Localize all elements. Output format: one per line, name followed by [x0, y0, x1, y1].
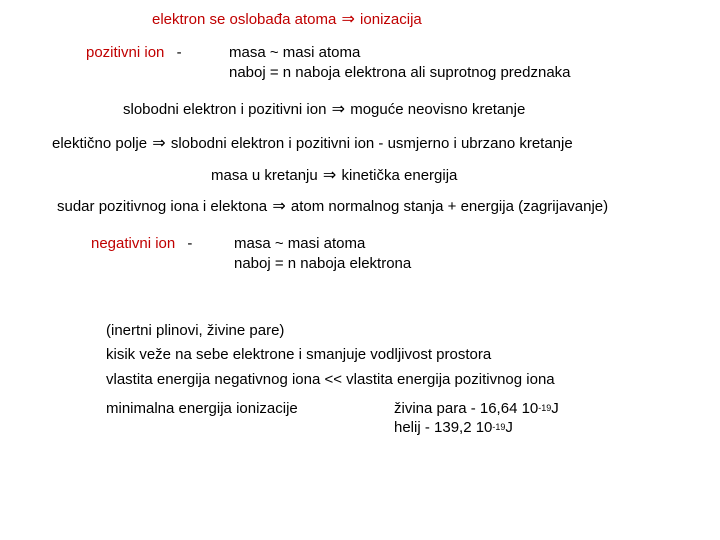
helium-energy-unit: J [505, 419, 513, 436]
positive-ion-charge: naboj = n naboja elektrona ali suprotnog predznaka [229, 64, 571, 81]
implies-arrow-icon: ⇒ [272, 198, 286, 215]
mercury-energy-exponent: -19 [538, 403, 552, 413]
helium-energy-exponent: -19 [492, 422, 506, 432]
positive-ion-label-text: pozitivni ion [86, 44, 165, 61]
note-oxygen: kisik veže na sebe elektrone i smanjuje vodljivost prostora [106, 346, 492, 363]
implies-arrow-icon: ⇒ [341, 11, 355, 28]
ionization-after: ionizacija [360, 11, 422, 28]
implies-arrow-icon: ⇒ [152, 135, 166, 152]
kinetic-before: masa u kretanju [211, 167, 318, 184]
positive-ion-label [86, 44, 182, 62]
negative-ion-label-text: negativni ion [91, 235, 176, 252]
implies-arrow-icon: ⇒ [322, 167, 337, 184]
negative-ion-mass: masa ~ masi atoma [234, 235, 366, 252]
negative-ion-label [91, 235, 192, 253]
note-inert: (inertni plinovi, živine pare) [106, 322, 285, 339]
ionization-line [152, 11, 422, 29]
positive-ion-mass: masa ~ masi atoma [229, 44, 361, 61]
collision-after: atom normalnog stanja + energija (zagrijavanje) [290, 198, 609, 215]
electric-field-after: slobodni elektron i pozitivni ion - usmjerno i ubrzano kretanje [170, 135, 573, 152]
free-movement-after: moguće neovisno kretanje [350, 101, 526, 118]
positive-ion-dash: - [176, 44, 182, 61]
helium-energy [394, 419, 513, 437]
negative-ion-charge: naboj = n naboja elektrona [234, 255, 412, 272]
implies-arrow-icon: ⇒ [331, 101, 346, 118]
helium-energy-prefix: helij - 139,2 10 [394, 419, 493, 436]
mercury-energy-prefix: živina para - 16,64 10 [394, 400, 539, 417]
electric-field-before: elektično polje [52, 135, 148, 152]
mercury-energy [394, 400, 559, 418]
mercury-energy-unit: J [551, 400, 559, 417]
min-ionization-label: minimalna energija ionizacije [106, 400, 298, 417]
free-movement-line [123, 101, 525, 119]
negative-ion-dash: - [187, 235, 193, 252]
kinetic-after: kinetička energija [341, 167, 458, 184]
kinetic-line [211, 167, 457, 185]
note-energy-compare: vlastita energija negativnog iona << vlastita energija pozitivnog iona [106, 371, 555, 388]
ionization-before: elektron se oslobađa atoma [152, 11, 337, 28]
free-movement-before: slobodni elektron i pozitivni ion [123, 101, 327, 118]
collision-before: sudar pozitivnog iona i elektona [57, 198, 268, 215]
collision-line [57, 198, 608, 216]
electric-field-line [52, 135, 573, 153]
